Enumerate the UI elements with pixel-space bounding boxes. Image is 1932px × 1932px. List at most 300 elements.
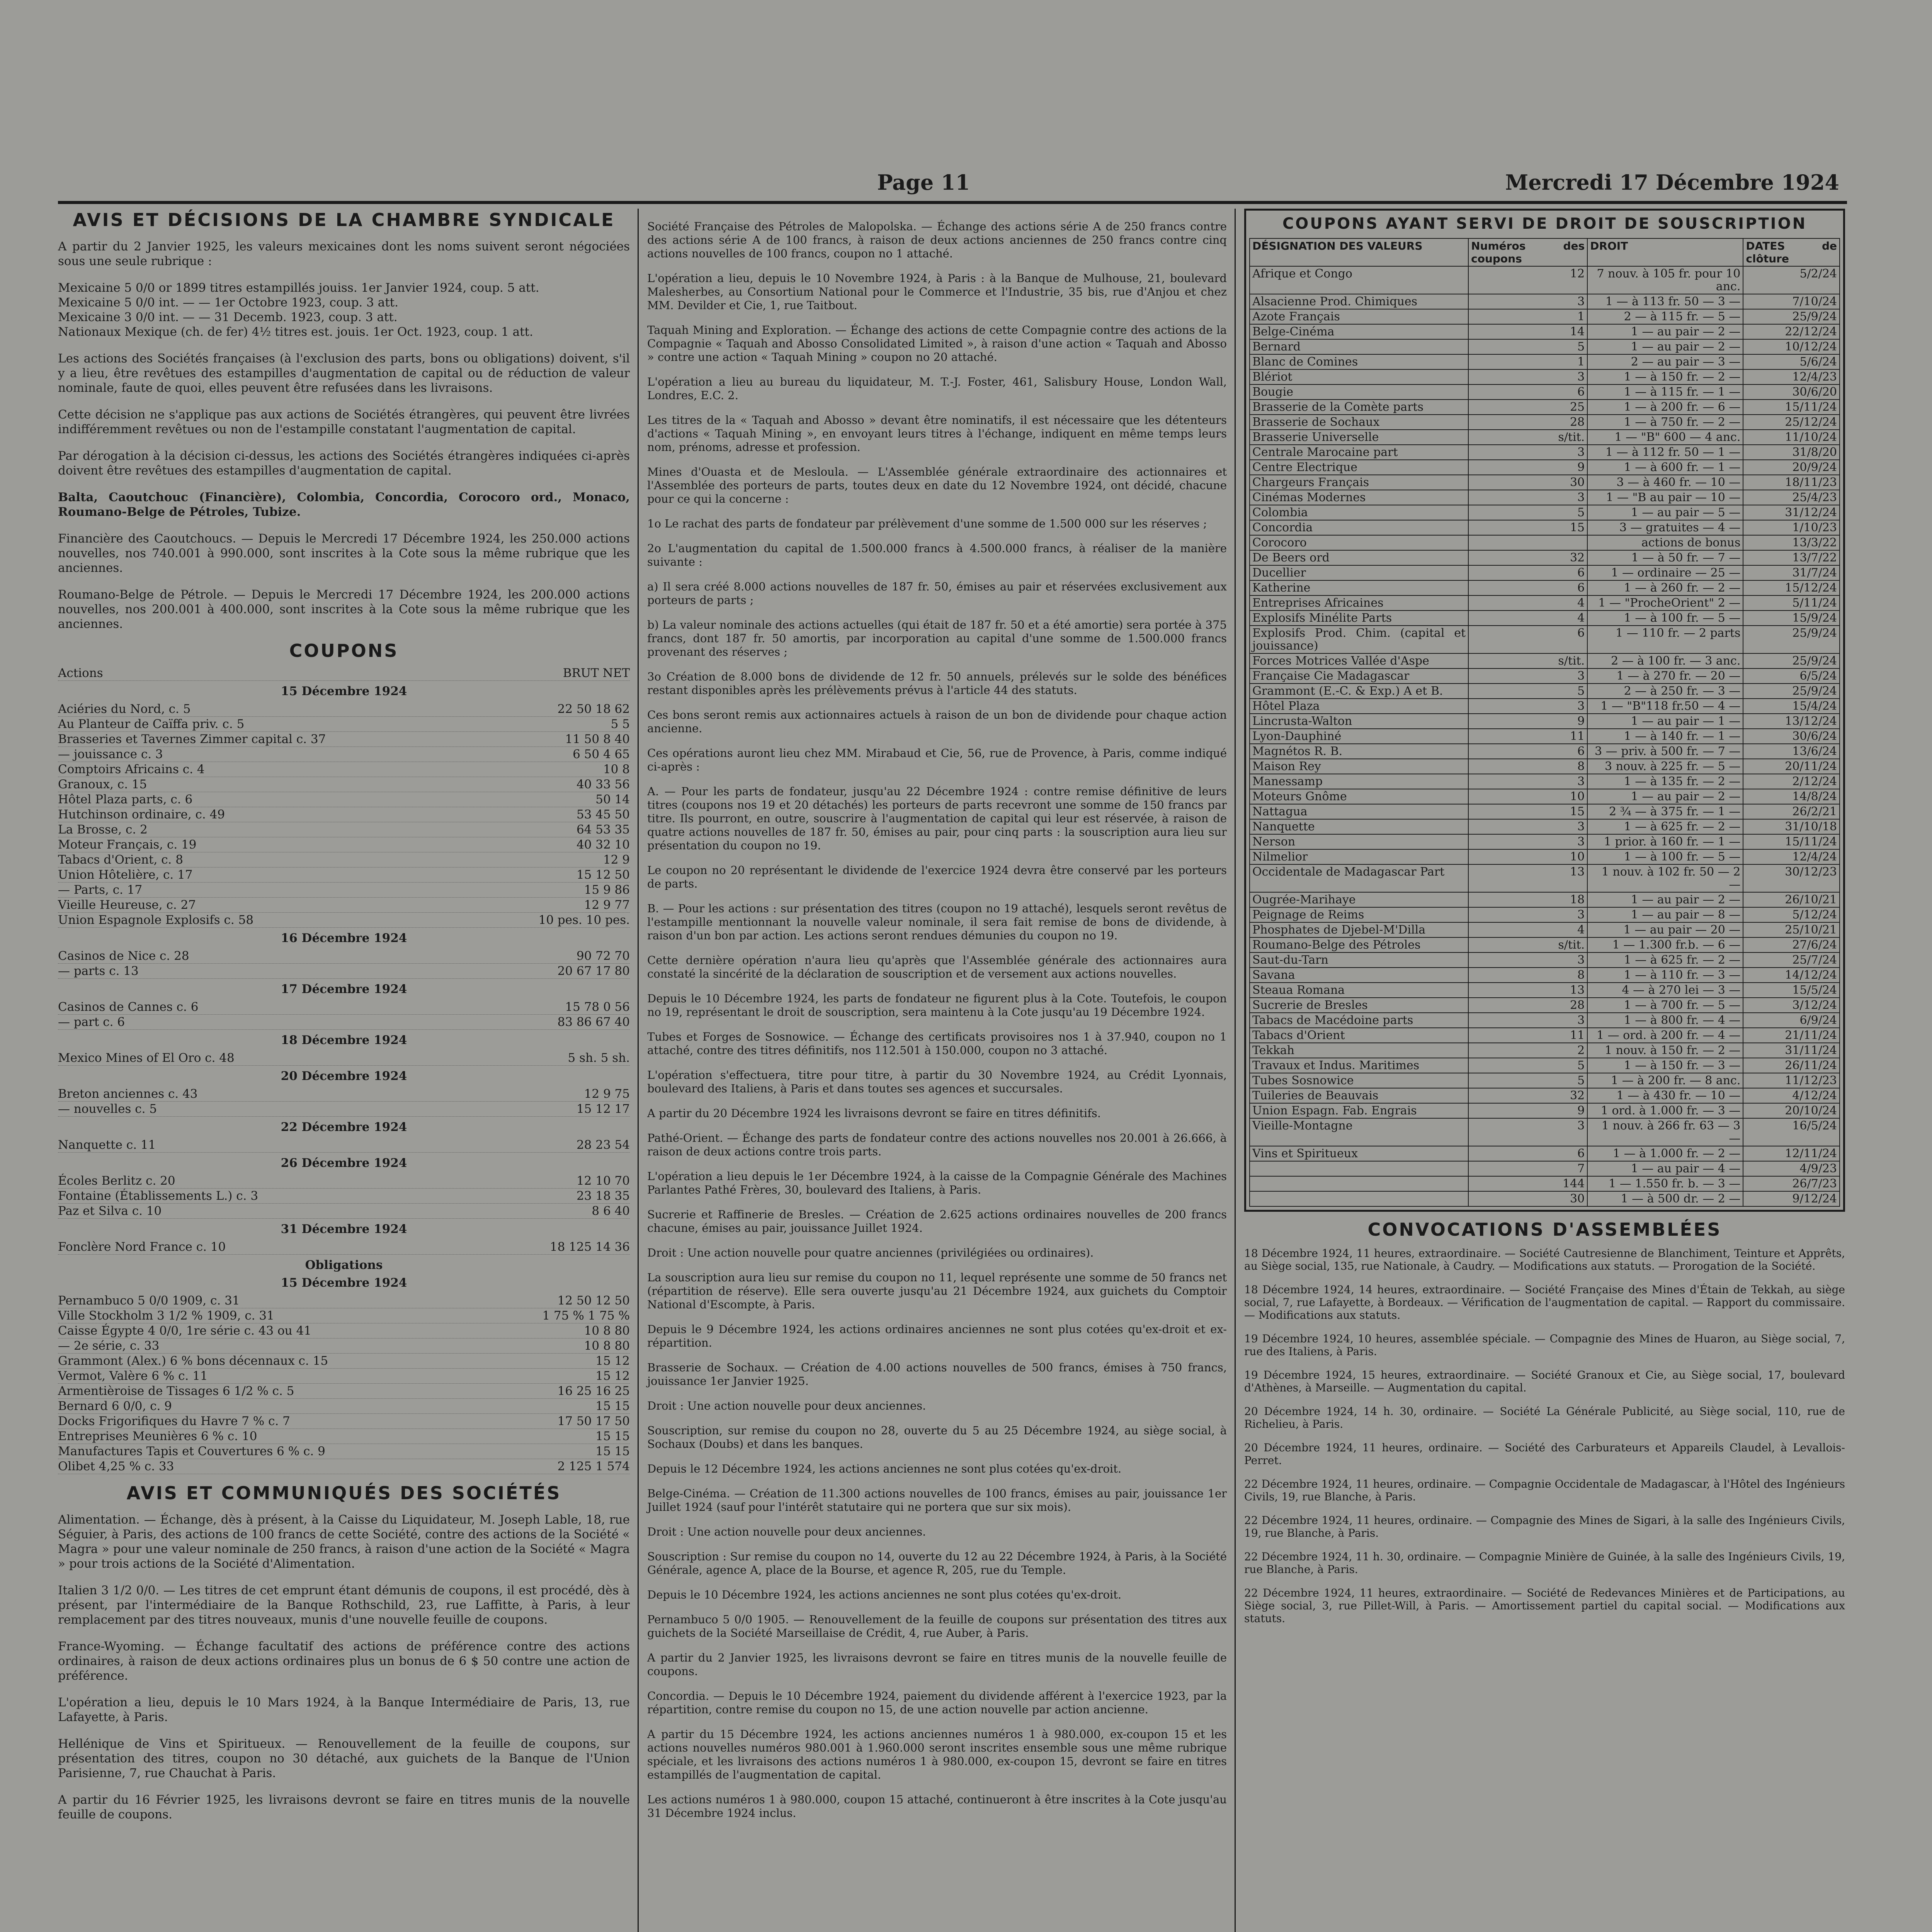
table-cell: 1 — 1.300 fr.b. — 6 — <box>1587 937 1743 952</box>
coupon-brut: 15 78 <box>565 1000 600 1014</box>
table-cell: 16/5/24 <box>1743 1118 1840 1146</box>
souscription-row <box>1250 849 1840 864</box>
societes-list <box>58 1512 630 1822</box>
convocation-para: 18 Décembre 1924, 14 heures, extraordinaire. — Société Française des Mines d'Étain de Tekkah, au siège social, 7, rue Lafayette, à Bordeaux. — Vérification de l'augmentation de capital. — Rapport du commissaire. — Modifications aux statuts. <box>1244 1283 1845 1321</box>
coupon-brut: 12 <box>584 898 600 912</box>
convocation-para: 19 Décembre 1924, 10 heures, assemblée spéciale. — Compagnie des Mines de Huaron, au Siège social, 7, rue des Italiens, à Paris. <box>1244 1332 1845 1358</box>
convocations-title: CONVOCATIONS D'ASSEMBLÉES <box>1367 1219 1722 1240</box>
souscription-row <box>1250 1043 1840 1058</box>
table-cell: Tubes Sosnowice <box>1250 1073 1468 1088</box>
table-cell: 1 prior. à 160 fr. — 1 — <box>1587 834 1743 849</box>
table-cell: 27/6/24 <box>1743 937 1840 952</box>
table-cell: 1 — à 625 fr. — 2 — <box>1587 952 1743 968</box>
coupon-row <box>58 762 630 777</box>
table-cell: Alsacienne Prod. Chimiques <box>1250 294 1468 309</box>
table-cell: Saut-du-Tarn <box>1250 952 1468 968</box>
coupon-brut: 15 <box>595 1429 611 1443</box>
table-cell: 26/2/21 <box>1743 804 1840 819</box>
table-cell: 1 — au pair — 1 — <box>1587 714 1743 729</box>
coupon-name: Union Espagnole Explosifs c. 58 <box>58 913 254 927</box>
coupon-net: 12 <box>614 1369 630 1383</box>
table-cell: 1 nouv. à 102 fr. 50 — 2 — <box>1587 864 1743 892</box>
table-cell: 2 ¾ — à 375 fr. — 1 — <box>1587 804 1743 819</box>
table-cell: 31/8/20 <box>1743 445 1840 460</box>
table-cell: 11 <box>1468 1028 1587 1043</box>
table-cell: Vins et Spiritueux <box>1250 1146 1468 1161</box>
table-cell: Afrique et Congo <box>1250 266 1468 294</box>
souscription-row <box>1250 490 1840 505</box>
table-cell: 15/4/24 <box>1743 699 1840 714</box>
coupon-values <box>529 1444 630 1459</box>
table-cell: 5 <box>1468 684 1587 699</box>
souscription-row <box>1250 1013 1840 1028</box>
table-cell: 6/9/24 <box>1743 1013 1840 1028</box>
middle-para: L'opération s'effectuera, titre pour titre, à partir du 30 Novembre 1924, au Crédit Lyonnais, boulevard des Italiens, à Paris et dans toutes ses agences et succursales. <box>647 1068 1227 1095</box>
table-cell: 28 <box>1468 415 1587 430</box>
table-cell: 1 — au pair — 2 — <box>1587 339 1743 354</box>
coupon-net: 4 65 <box>603 747 630 761</box>
coupon-name: Granoux, c. 15 <box>58 777 147 791</box>
table-cell: Brasserie de la Comète parts <box>1250 400 1468 415</box>
table-cell: Centrale Marocaine part <box>1250 445 1468 460</box>
souscription-row <box>1250 460 1840 475</box>
coupon-brut: 23 <box>576 1189 592 1203</box>
table-cell: Manessamp <box>1250 774 1468 789</box>
table-cell: 20/9/24 <box>1743 460 1840 475</box>
societe-para: L'opération a lieu, depuis le 10 Mars 1924, à la Banque Intermédiaire de Paris, 13, rue Lafayette, à Paris. <box>58 1696 630 1724</box>
table-cell: 11/12/23 <box>1743 1073 1840 1088</box>
souscription-row <box>1250 968 1840 983</box>
table-cell: 3 — à 460 fr. — 10 — <box>1587 475 1743 490</box>
table-cell: 1 — ordinaire — 25 — <box>1587 565 1743 580</box>
coupon-values <box>529 747 630 762</box>
coupon-name: Casinos de Cannes c. 6 <box>58 1000 199 1014</box>
table-cell: 18/11/23 <box>1743 475 1840 490</box>
societe-para: A partir du 16 Février 1925, les livraisons devront se faire en titres munis de la nouvelle feuille de coupons. <box>58 1793 630 1821</box>
coupons-header <box>58 666 630 681</box>
coupon-row <box>58 1051 630 1066</box>
table-cell: 2 — à 250 fr. — 3 — <box>1587 684 1743 699</box>
table-cell: Française Cie Madagascar <box>1250 668 1468 684</box>
table-cell: 15/11/24 <box>1743 834 1840 849</box>
table-cell: Roumano-Belge des Pétroles <box>1250 937 1468 952</box>
table-cell: 31/12/24 <box>1743 505 1840 520</box>
table-cell: s/tit. <box>1468 653 1587 668</box>
coupon-name: — Parts, c. 17 <box>58 883 143 897</box>
table-cell: 1 — à 135 fr. — 2 — <box>1587 774 1743 789</box>
coupon-name: Moteur Français, c. 19 <box>58 838 197 852</box>
middle-para: La souscription aura lieu sur remise du coupon no 11, lequel représente une somme de 50 francs net (répartition de réserve). Elle sera ouverte jusqu'au 21 Décembre 1924, aux guichets du Comptoir National d'Escompte, à Paris. <box>647 1271 1227 1311</box>
coupons-date: 15 Décembre 1924 <box>281 1276 407 1290</box>
coupon-brut: 64 <box>576 823 592 837</box>
table-cell: 6/5/24 <box>1743 668 1840 684</box>
coupon-name: Entreprises Meunières 6 % c. 10 <box>58 1429 257 1443</box>
table-cell: Concordia <box>1250 520 1468 535</box>
souscription-row <box>1250 699 1840 714</box>
coupon-name: Comptoirs Africains c. 4 <box>58 762 205 776</box>
table-cell: Corocoro <box>1250 535 1468 550</box>
table-cell: Peignage de Reims <box>1250 907 1468 922</box>
coupon-row <box>58 1444 630 1459</box>
table-cell: 13 <box>1468 983 1587 998</box>
table-cell: 1 — à 100 fr. — 5 — <box>1587 849 1743 864</box>
souscription-row <box>1250 595 1840 611</box>
middle-para: Société Française des Pétroles de Malopolska. — Échange des actions série A de 250 francs contre des actions série A de 100 francs, à raison de deux actions anciennes de 250 francs contre cinq actions nouvelles de 100 francs, coupon no 1 attaché. <box>647 220 1227 260</box>
page-number: Page 11 <box>877 170 970 195</box>
souscription-table <box>1249 238 1840 1207</box>
table-cell: 3 <box>1468 952 1587 968</box>
table-cell: 3 <box>1468 1118 1587 1146</box>
coupon-name: Aciéries du Nord, c. 5 <box>58 702 191 716</box>
middle-para: Ces opérations auront lieu chez MM. Mirabaud et Cie, 56, rue de Provence, à Paris, comme indiqué ci-après : <box>647 747 1227 773</box>
table-cell: Brasserie de Sochaux <box>1250 415 1468 430</box>
table-cell: 1 — à 500 dr. — 2 — <box>1587 1191 1743 1206</box>
souscription-row <box>1250 369 1840 384</box>
middle-para: L'opération a lieu, depuis le 10 Novembre 1924, à Paris : à la Banque de Mulhouse, 21, boulevard Malesherbes, au Consortium National pour le Commerce et l'Industrie, 35 bis, rue d'Anjou et chez MM. Devilder et Cie, 1, rue Taitbout. <box>647 272 1227 312</box>
table-cell: 30/12/23 <box>1743 864 1840 892</box>
chambre-line: Nationaux Mexique (ch. de fer) 4½ titres est. jouis. 1er Oct. 1923, coup. 1 att. <box>58 325 533 339</box>
societe-para: Hellénique de Vins et Spiritueux. — Renouvellement de la feuille de coupons, sur présentation des titres, coupon no 30 détaché, aux guichets de la Banque de l'Union Parisienne, 7, rue Chauchat à Paris. <box>58 1737 630 1780</box>
souscription-row <box>1250 294 1840 309</box>
coupon-row <box>58 1323 630 1338</box>
souscription-row <box>1250 445 1840 460</box>
middle-para: Droit : Une action nouvelle pour deux anciennes. <box>647 1525 926 1538</box>
middle-para: Taquah Mining and Exploration. — Échange des actions de cette Compagnie contre des actions de la Compagnie « Taquah and Abosso Consolidated Limited », à raison d'une action « Taquah and Abosso » contre une action « Taquah Mining » coupon no 20 attaché. <box>647 323 1227 364</box>
column-souscription <box>1244 209 1845 1636</box>
table-cell: 5/11/24 <box>1743 595 1840 611</box>
coupon-row <box>58 1204 630 1219</box>
table-cell: 5 <box>1468 1058 1587 1073</box>
table-cell: Azote Français <box>1250 309 1468 324</box>
table-cell: Nanquette <box>1250 819 1468 834</box>
souscription-title: COUPONS AYANT SERVI DE DROIT DE SOUSCRIPTION <box>1282 215 1807 233</box>
table-cell: 1 — à 750 fr. — 2 — <box>1587 415 1743 430</box>
souscription-row <box>1250 864 1840 892</box>
table-cell: 1 nouv. à 266 fr. 63 — 3 — <box>1587 1118 1743 1146</box>
coupon-brut: 15 <box>595 1444 611 1458</box>
middle-para: Concordia. — Depuis le 10 Décembre 1924, paiement du dividende afférent à l'exercice 1923, par la répartition, contre remise du coupon no 15, de une action nouvelle par action ancienne. <box>647 1689 1227 1716</box>
table-cell: 1 — 1.550 fr. b. — 3 — <box>1587 1176 1743 1191</box>
table-cell: 5/12/24 <box>1743 907 1840 922</box>
coupon-row <box>58 1384 630 1399</box>
table-cell: 26/10/21 <box>1743 892 1840 907</box>
coupon-brut: 22 50 <box>557 702 592 716</box>
souscription-row <box>1250 774 1840 789</box>
table-cell: 1 — à 150 fr. — 2 — <box>1587 369 1743 384</box>
coupon-brut: 12 <box>576 1174 592 1188</box>
chambre-intro: A partir du 2 Janvier 1925, les valeurs mexicaines dont les noms suivent seront négociées sous une seule rubrique : <box>58 240 630 268</box>
table-cell: 5 <box>1468 1073 1587 1088</box>
table-cell: Moteurs Gnôme <box>1250 789 1468 804</box>
middle-para: Tubes et Forges de Sosnowice. — Échange des certificats provisoires nos 1 à 37.940, coupon no 1 attaché, contre des titres définitifs, nos 112.501 à 150.000, coupon no 3 attaché. <box>647 1030 1227 1057</box>
coupons-date: 31 Décembre 1924 <box>281 1222 407 1236</box>
table-cell: 11 <box>1468 729 1587 744</box>
table-cell: 3 <box>1468 294 1587 309</box>
table-cell: Cinémas Modernes <box>1250 490 1468 505</box>
table-cell: 30 <box>1468 1191 1587 1206</box>
middle-para: Depuis le 9 Décembre 1924, les actions ordinaires anciennes ne sont plus cotées qu'ex-droit et ex-répartition. <box>647 1323 1227 1349</box>
coupon-brut: 10 <box>584 1324 600 1338</box>
coupon-net: 9 <box>622 853 630 867</box>
coupon-values <box>529 807 630 822</box>
table-cell: 25/7/24 <box>1743 952 1840 968</box>
souscription-row <box>1250 580 1840 595</box>
table-cell: 28 <box>1468 998 1587 1013</box>
coupon-name: Mexico Mines of El Oro c. 48 <box>58 1051 235 1065</box>
table-cell: 1 nouv. à 150 fr. — 2 — <box>1587 1043 1743 1058</box>
table-cell: Magnétos R. B. <box>1250 744 1468 759</box>
table-cell: 1 — à 110 fr. — 3 — <box>1587 968 1743 983</box>
table-cell: 13/12/24 <box>1743 714 1840 729</box>
col-header: DROIT <box>1587 238 1743 266</box>
table-cell: Savana <box>1250 968 1468 983</box>
coupon-row <box>58 1189 630 1204</box>
coupons-date: 22 Décembre 1924 <box>281 1120 407 1134</box>
coupons-date: 16 Décembre 1924 <box>281 931 407 945</box>
table-cell: 7/10/24 <box>1743 294 1840 309</box>
middle-para: Mines d'Ouasta et de Mesloula. — L'Assemblée générale extraordinaire des actionnaires et l'Assemblée des porteurs de parts, toutes deux en date du 12 Novembre 1924, ont décidé, chacune pour ce qui la concerne : <box>647 465 1227 505</box>
coupon-brut: 12 50 <box>557 1294 592 1308</box>
coupon-brut: 11 50 <box>565 732 600 746</box>
table-cell: 25/9/24 <box>1743 653 1840 668</box>
table-cell: 9/12/24 <box>1743 1191 1840 1206</box>
table-cell: Bougie <box>1250 384 1468 400</box>
chambre-para: Balta, Caoutchouc (Financière), Colombia, Concordia, Corocoro ord., Monaco, Roumano-Belge de Pétroles, Tubize. <box>58 490 630 519</box>
table-cell: 31/7/24 <box>1743 565 1840 580</box>
table-cell <box>1250 1176 1468 1191</box>
coupon-net: 17 80 <box>595 964 630 978</box>
middle-para: Les actions numéros 1 à 980.000, coupon 15 attaché, continueront à être inscrites à la Cote jusqu'au 31 Décembre 1924 inclus. <box>647 1793 1227 1820</box>
table-cell: 3 nouv. à 225 fr. — 5 — <box>1587 759 1743 774</box>
souscription-row <box>1250 759 1840 774</box>
coupon-name: — 2e série, c. 33 <box>58 1339 160 1353</box>
coupon-row <box>58 1000 630 1015</box>
table-cell: 5/2/24 <box>1743 266 1840 294</box>
coupon-brut: 90 <box>576 949 592 963</box>
coupon-row <box>58 964 630 979</box>
middle-para: Depuis le 12 Décembre 1924, les actions anciennes ne sont plus cotées qu'ex-droit. <box>647 1462 1122 1475</box>
table-cell: Blériot <box>1250 369 1468 384</box>
page-header <box>58 155 1847 204</box>
coupon-net: 33 56 <box>595 777 630 791</box>
coupon-name: Fonclère Nord France c. 10 <box>58 1240 226 1254</box>
table-cell: 4/9/23 <box>1743 1161 1840 1176</box>
souscription-row <box>1250 384 1840 400</box>
souscription-row <box>1250 339 1840 354</box>
coupon-row <box>58 1399 630 1414</box>
souscription-row <box>1250 714 1840 729</box>
coupon-values <box>529 777 630 792</box>
table-cell: 8 <box>1468 968 1587 983</box>
coupon-net: 67 40 <box>595 1015 630 1029</box>
table-cell: 9 <box>1468 714 1587 729</box>
table-cell: 32 <box>1468 1088 1587 1103</box>
coupon-net: 14 <box>614 793 630 806</box>
table-cell: 3 — gratuites — 4 — <box>1587 520 1743 535</box>
table-cell: Katherine <box>1250 580 1468 595</box>
table-cell: 30 <box>1468 475 1587 490</box>
coupon-row <box>58 792 630 807</box>
coupon-net: 0 56 <box>603 1000 630 1014</box>
table-cell: 1 — à 430 fr. — 10 — <box>1587 1088 1743 1103</box>
coupon-net: 18 35 <box>595 1189 630 1203</box>
coupon-name: — parts c. 13 <box>58 964 139 978</box>
table-cell: 26/11/24 <box>1743 1058 1840 1073</box>
coupon-net: 12 50 <box>595 1294 630 1308</box>
table-cell: 2/12/24 <box>1743 774 1840 789</box>
coupon-brut: 12 <box>603 853 619 867</box>
coupon-net: 1 75 % <box>588 1309 630 1323</box>
table-cell: 1 — à 700 fr. — 5 — <box>1587 998 1743 1013</box>
table-cell: 1 — à 200 fr. — 6 — <box>1587 400 1743 415</box>
middle-para: L'opération a lieu au bureau du liquidateur, M. T.-J. Foster, 461, Salisbury House, London Wall, Londres, E.C. 2. <box>647 375 1227 402</box>
table-cell: 30/6/20 <box>1743 384 1840 400</box>
coupon-net: 23 54 <box>595 1138 630 1152</box>
coupon-row <box>58 1459 630 1474</box>
coupons-date: Obligations <box>305 1258 383 1272</box>
col-header: DATES de clôture <box>1743 238 1840 266</box>
coupon-net: 32 10 <box>595 838 630 852</box>
coupon-name: Docks Frigorifiques du Havre 7 % c. 7 <box>58 1414 290 1428</box>
coupon-row <box>58 1015 630 1030</box>
table-cell: 25/10/21 <box>1743 922 1840 937</box>
table-cell: 1 — au pair — 2 — <box>1587 789 1743 804</box>
coupon-values <box>529 1015 630 1029</box>
souscription-row <box>1250 354 1840 369</box>
coupon-name: Pernambuco 5 0/0 1909, c. 31 <box>58 1294 240 1308</box>
souscription-row <box>1250 266 1840 294</box>
brut-label: BRUT <box>563 666 599 680</box>
coupon-row <box>58 1102 630 1117</box>
coupon-name: Caisse Égypte 4 0/0, 1re série c. 43 ou 41 <box>58 1324 312 1338</box>
souscription-row <box>1250 520 1840 535</box>
coupon-row <box>58 732 630 747</box>
coupon-name: Grammont (Alex.) 6 % bons décennaux c. 15 <box>58 1354 328 1368</box>
table-cell: Lyon-Dauphiné <box>1250 729 1468 744</box>
coupon-values <box>529 1138 630 1152</box>
coupon-values <box>529 913 630 927</box>
coupon-net: 5 sh. <box>600 1051 630 1065</box>
table-cell: 6 <box>1468 565 1587 580</box>
table-cell: 1 — à 115 fr. — 1 — <box>1587 384 1743 400</box>
table-cell: 15/11/24 <box>1743 400 1840 415</box>
table-cell: 2 — au pair — 3 — <box>1587 354 1743 369</box>
table-cell: 6 <box>1468 744 1587 759</box>
societe-para: Alimentation. — Échange, dès à présent, à la Caisse du Liquidateur, M. Joseph Lable, 18, rue Séguier, à Paris, des actions de 100 francs de cette Société, contre des actions de la Société « Magra » pour une valeur nominale de 250 francs, à raison d'une action de la Société « Magra » pour trois actions de la Société d'Alimentation. <box>58 1513 630 1571</box>
middle-list <box>647 220 1227 1820</box>
coupon-values <box>529 949 630 963</box>
middle-para: A partir du 15 Décembre 1924, les actions anciennes numéros 1 à 980.000, ex-coupon 15 et les actions nouvelles numéros 980.001 à 1.960.000 seront inscrites ensemble sous une même rubrique spéciale, et les livraisons des actions numéros 1 à 980.000, ex-coupon 15, devront se faire en titres estampillés de l'augmentation de capital. <box>647 1728 1227 1781</box>
table-cell: 1 — à 800 fr. — 4 — <box>1587 1013 1743 1028</box>
coupon-name: Au Planteur de Caïffa priv. c. 5 <box>58 717 245 731</box>
table-cell: 13/6/24 <box>1743 744 1840 759</box>
coupon-net: 9 75 <box>603 1087 630 1101</box>
middle-para: B. — Pour les actions : sur présentation des titres (coupon no 19 attaché), lesquels seront revêtus de l'estampille mentionnant la nouvelle valeur nominale, il sera fait remise de bons de dividende, à raison d'un bon par action. Les actions seront rendues démunies du coupon no 19. <box>647 902 1227 942</box>
table-cell: Occidentale de Madagascar Part <box>1250 864 1468 892</box>
table-cell: Nattagua <box>1250 804 1468 819</box>
table-cell: 3 <box>1468 699 1587 714</box>
coupon-name: Nanquette c. 11 <box>58 1138 156 1152</box>
table-cell: 1 — ord. à 200 fr. — 4 — <box>1587 1028 1743 1043</box>
coupon-row <box>58 883 630 898</box>
coupon-brut: 28 <box>576 1138 592 1152</box>
coupon-values <box>529 1414 630 1429</box>
table-cell: Forces Motrices Vallée d'Aspe <box>1250 653 1468 668</box>
coupon-values <box>529 702 630 716</box>
coupon-brut: 10 <box>603 762 619 776</box>
table-cell: 1 — à 113 fr. 50 — 3 — <box>1587 294 1743 309</box>
table-cell: Maison Rey <box>1250 759 1468 774</box>
middle-para: Les titres de la « Taquah and Abosso » devant être nominatifs, il est nécessaire que les détenteurs d'actions « Taquah Mining », en envoyant leurs titres à l'échange, indiquent en même temps leurs nom, prénoms, adresse et profession. <box>647 413 1227 454</box>
souscription-row <box>1250 653 1840 668</box>
column-middle <box>647 209 1227 1831</box>
table-cell: Tekkah <box>1250 1043 1468 1058</box>
coupon-brut: 17 50 <box>557 1414 592 1428</box>
table-cell: 3 <box>1468 834 1587 849</box>
coupon-values <box>529 1338 630 1353</box>
table-cell: 3 <box>1468 490 1587 505</box>
coupon-net: 15 <box>614 1399 630 1413</box>
convocation-para: 22 Décembre 1924, 11 heures, extraordinaire. — Société de Redevances Minières et de Participations, au Siège social, 3, rue Pillet-Will, à Paris. — Amortissement partiel du capital social. — Modifications aux statuts. <box>1244 1587 1845 1625</box>
coupon-row <box>58 747 630 762</box>
column-rule <box>1235 209 1236 1932</box>
table-cell: 3/12/24 <box>1743 998 1840 1013</box>
coupon-row <box>58 1138 630 1153</box>
coupon-values <box>529 1000 630 1014</box>
coupon-name: Brasseries et Tavernes Zimmer capital c. 37 <box>58 732 326 746</box>
coupon-values <box>529 1429 630 1444</box>
table-cell: 1 — à 625 fr. — 2 — <box>1587 819 1743 834</box>
coupon-row <box>58 1369 630 1384</box>
table-cell: 32 <box>1468 550 1587 565</box>
coupon-values <box>529 1323 630 1338</box>
table-cell: s/tit. <box>1468 937 1587 952</box>
coupon-net: 12 17 <box>595 1102 630 1116</box>
newspaper-page <box>58 155 1847 1932</box>
table-cell: 3 <box>1468 1013 1587 1028</box>
middle-para: Belge-Cinéma. — Création de 11.300 actions nouvelles de 100 francs, émises au pair, jouissance 1er Juillet 1924 (sauf pour l'intérêt statutaire qui ne portera que sur six mois). <box>647 1487 1227 1514</box>
coupon-row <box>58 717 630 732</box>
coupon-net: 9 77 <box>603 898 630 912</box>
coupon-name: Casinos de Nice c. 28 <box>58 949 189 963</box>
table-cell: De Beers ord <box>1250 550 1468 565</box>
coupon-name: La Brosse, c. 2 <box>58 823 148 837</box>
table-cell: 12/4/24 <box>1743 849 1840 864</box>
convocation-para: 18 Décembre 1924, 11 heures, extraordinaire. — Société Cautresienne de Blanchiment, Teinture et Apprêts, au Siège social, 135, rue Nationale, à Caudry. — Modifications aux statuts. — Prorogation de la Société. <box>1244 1247 1845 1272</box>
coupon-name: Tabacs d'Orient, c. 8 <box>58 853 183 867</box>
table-cell: 144 <box>1468 1176 1587 1191</box>
coupon-values <box>529 898 630 912</box>
coupon-net: 14 36 <box>595 1240 630 1254</box>
middle-para: Brasserie de Sochaux. — Création de 4.00 actions nouvelles de 500 francs, émises à 750 francs, jouissance 1er Janvier 1925. <box>647 1361 1227 1388</box>
coupon-values <box>529 883 630 897</box>
coupon-brut: 16 25 <box>557 1384 592 1398</box>
coupon-net: 18 62 <box>595 702 630 716</box>
table-cell: Tabacs d'Orient <box>1250 1028 1468 1043</box>
coupons-date: 26 Décembre 1924 <box>281 1156 407 1170</box>
coupon-brut: 15 <box>584 883 600 897</box>
table-cell: 12/4/23 <box>1743 369 1840 384</box>
souscription-row <box>1250 611 1840 626</box>
table-cell: 1 — à 100 fr. — 5 — <box>1587 611 1743 626</box>
coupon-values <box>529 852 630 867</box>
coupon-brut: 18 125 <box>549 1240 592 1254</box>
coupons-brut-net <box>529 666 630 680</box>
coupon-net: 8 80 <box>603 1339 630 1353</box>
coupon-brut: 83 86 <box>557 1015 592 1029</box>
coupon-values <box>529 1102 630 1116</box>
table-cell: Blanc de Comines <box>1250 354 1468 369</box>
